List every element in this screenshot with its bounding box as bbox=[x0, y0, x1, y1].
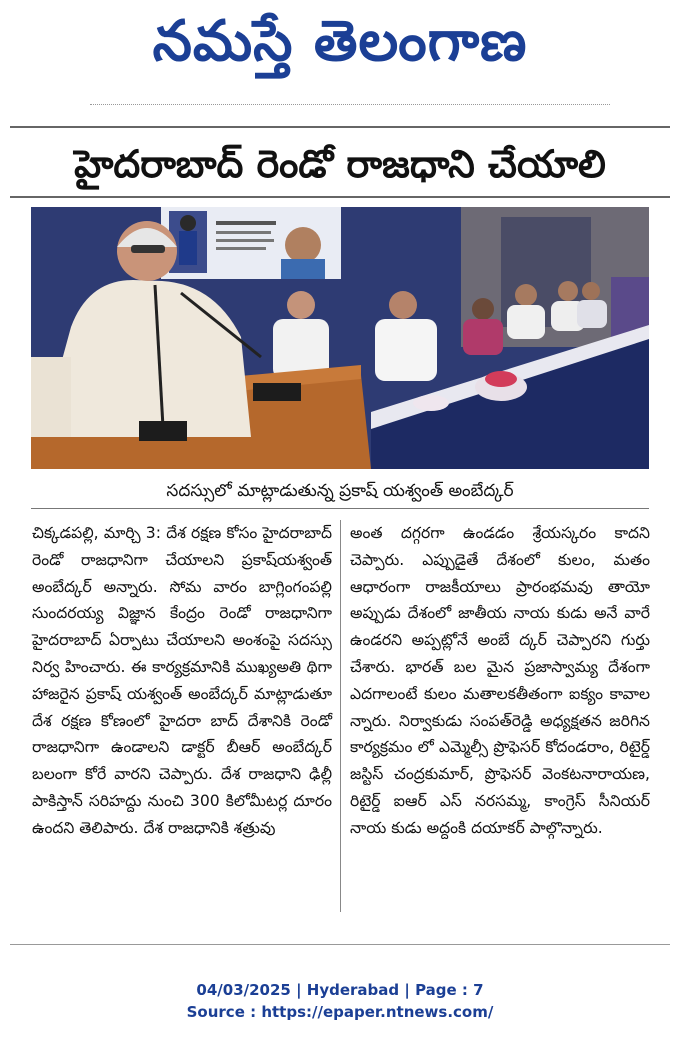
column-divider bbox=[340, 520, 341, 912]
article-column-right: అంత దగ్గరగా ఉండడం శ్రేయస్కరం కాదని చెప్పారు. ఎప్పుడైతే దేశంలో కులం, మతం ఆధారంగా రాజకీయాలు ప్రారంభమవు తాయో అప్పుడు దేశంలో జాతీయ నాయ కుడు అనే వారే ఉండరని అప్పట్లోనే అంబే ద్కర్ చెప్పారని గుర్తు చేశారు. భారత్ బల మైన ప్రజాస్వామ్య దేశంగా ఎదగాలంటే కులం మతాలకతీతంగా ఐక్యం కావాల న్నారు. నిర్వాకుడు సంపత్‌రెడ్డి అధ్యక్షతన జరిగిన కార్యక్రమం లో ఎమ్మెల్సీ ప్రొఫెసర్ కోదండరాం, రిటైర్డ్ జస్టిస్ చంద్రకుమార్, ప్రొఫెసర్ వెంకటనారాయణ, రిటైర్డ్ ఐఆర్ ఎస్ నరసమ్మ, కాంగ్రెస్ సీనియర్ నాయ కుడు అద్దంకి దయాకర్ పాల్గొన్నారు. bbox=[350, 524, 650, 837]
headline: హైదరాబాద్ రెండో రాజధాని చేయాలి bbox=[74, 142, 606, 186]
headline-bottom-rule bbox=[10, 196, 670, 198]
footer-date-line: 04/03/2025 | Hyderabad | Page : 7 bbox=[196, 981, 484, 999]
newspaper-logo: నమస్తే తెలంగాణ bbox=[152, 9, 528, 74]
masthead-strip bbox=[90, 96, 610, 105]
masthead bbox=[0, 0, 680, 120]
footer-rule bbox=[10, 944, 670, 945]
event-photo-image bbox=[31, 207, 649, 469]
photo-caption: సదస్సులో మాట్లాడుతున్న ప్రకాష్ యశ్వంత్ అంబేద్కర్ bbox=[166, 481, 514, 501]
footer-source-line: Source : https://epaper.ntnews.com/ bbox=[186, 1003, 494, 1021]
caption-rule bbox=[31, 508, 649, 509]
news-photo bbox=[31, 207, 649, 469]
article-column-left: చిక్కడపల్లి, మార్చి 3: దేశ రక్షణ కోసం హైదరాబాద్ రెండో రాజధానిగా చేయాలని ప్రకాష్‌యశ్వంత్ అంబేద్కర్ అన్నారు. సోమ వారం బాగ్లింగంపల్లి సుందరయ్య విజ్ఞాన కేంద్రం రెండో రాజధానిగా హైదరాబాద్ ఏర్పాటు చేయాలని అంశంపై సదస్సు నిర్వ హించారు. ఈ కార్యక్రమానికి ముఖ్యఅతి థిగా హాజరైన ప్రకాష్ యశ్వంత్ అంబేద్కర్ మాట్లాడుతూ దేశ రక్షణ కోణంలో హైదరా బాద్ దేశానికి రెండో రాజధానిగా ఉండాలని డాక్టర్ బీఆర్ అంబేద్కర్ బలంగా కోరే వారని చెప్పారు. దేశ రాజధాని ఢిల్లీ పాకిస్తాన్ సరిహద్దు నుంచి 300 కిలోమీటర్ల దూరం ఉందని తెలిపారు. దేశ రాజధానికి శత్రువు bbox=[32, 524, 332, 837]
headline-top-rule bbox=[10, 126, 670, 128]
